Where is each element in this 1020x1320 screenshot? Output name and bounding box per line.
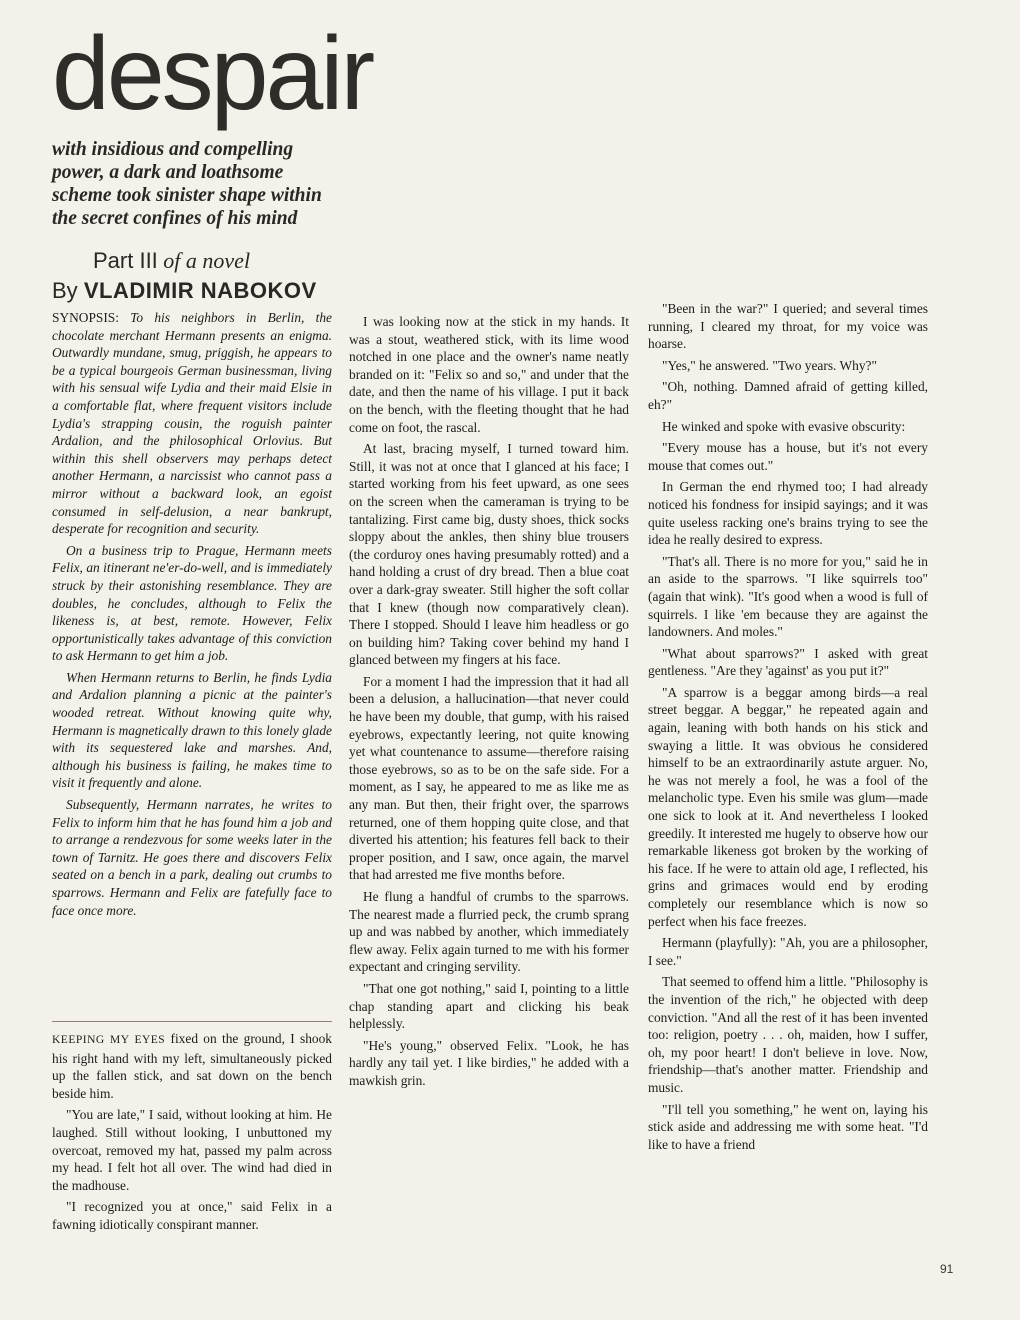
story-paragraph: He flung a handful of crumbs to the sparrows. The nearest made a flurried peck, the crumb sprang up and was nabbed by another, which immediately flew away. Felix again turned to me with his former expectant and cringing servility. <box>349 889 629 975</box>
synopsis-column <box>52 309 332 923</box>
story-paragraph: "That one got nothing," said I, pointing to a little chap standing apart and clicking his beak helplessly. <box>349 980 629 1032</box>
story-paragraph: "I recognized you at once," said Felix in a fawning idiotically conspirant manner. <box>52 1199 332 1232</box>
article-tagline: with insidious and compelling power, a dark and loathsome scheme took sinister shape within the secret confines of his mind <box>52 139 322 229</box>
story-paragraph: "A sparrow is a beggar among birds—a real street beggar. A beggar," he repeated again and again, leaning with both hands on his stick and swaying a little. It was obvious he considered himself to be an extraordinarily astute arguer. No, he was not merely a fool, he was a fool of the melancholic type. Even his smile was glum—made one sick to look at it. And nevertheless I looked greedily. It interested me hugely to observe how our remarkable likeness got broken by the working of his face. If he were to attain old age, I reflected, his grins and grimaces would end by eroding completely our resemblance which is now so perfect when his face freezes. <box>648 684 928 929</box>
story-paragraph: In German the end rhymed too; I had already noticed his fondness for insipid sayings; and it was quite useless racking one's brains trying to see the idea he really desired to express. <box>648 479 928 548</box>
story-paragraph <box>52 1030 332 1102</box>
story-paragraph: He winked and spoke with evasive obscurity: <box>662 418 906 434</box>
story-paragraph: I was looking now at the stick in my hands. It was a stout, weathered stick, with its lime wood notched in one place and the owner's name neatly branded on it: "Felix so and so," and under that the date, and then the name of his village. I put it back on the bench, with the fleeting thought that he had come on foot, the rascal. <box>349 314 629 435</box>
story-paragraph: "Yes," he answered. "Two years. Why?" <box>662 357 877 373</box>
story-paragraph: "That's all. There is no more for you," said he in an aside to the sparrows. "I like squirrels too" (again that wink). "It's good when a wood is full of squirrels. I like 'em because they are against the landowners. And moles." <box>648 553 928 640</box>
story-paragraph: "You are late," I said, without looking at him. He laughed. Still without looking, I unbuttoned my overcoat, removed my hat, passed my palm across my head. I felt hot all over. The wind had died in the madhouse. <box>52 1107 332 1193</box>
story-column-2 <box>349 313 629 1094</box>
author-name: VLADIMIR NABOKOV <box>83 278 317 303</box>
story-text: fixed on the ground, I shook his right hand with my left, simultaneously picked up the fallen stick, and sat down on the bench beside him. <box>52 1031 332 1101</box>
story-paragraph: Hermann (playfully): "Ah, you are a philosopher, I see." <box>648 935 928 968</box>
story-paragraph: At last, bracing myself, I turned toward him. Still, it was not at once that I glanced at his face; I started working from his feet upward, as one sees on the screen when the cameraman is trying to be tantalizing. First came big, dusty shoes, thick socks sloppy about the ankles, then shiny blue trousers (the corduroy ones having presumably rotted) and a hand holding a crust of dry bread. Then a blue coat over a dark-gray sweater. Still higher the soft collar that I knew (though now comparatively clean). There I stopped. Should I leave him headless or go on building him? Taking cover behind my hand I glanced between my fingers at his face. <box>349 441 629 668</box>
story-paragraph: That seemed to offend him a little. "Philosophy is the invention of the rich," he objected with deep conviction. "And all the rest of it has been invented too: religion, poetry . . . oh, maiden, how I suffer, oh, my poor heart! I don't believe in love. Now, friendship—that's another matter. Friendship and music. <box>648 974 928 1095</box>
part-number: Part III <box>93 248 158 273</box>
synopsis-text: To his neighbors in Berlin, the chocolate merchant Hermann presents an enigma. Outwardly mundane, smug, priggish, he appears to be a typical bourgeois German businessman, living with his sensual wife Lydia and their maid Elsie in a comfortable flat, where frequent visitors include Lydia's strapping cousin, the roguish painter Ardalion, and the philosophical Orlovius. But within this shell observers may perhaps detect another Hermann, a narcissist who cannot pass a mirror without a backward look, an egoist consumed in self-delusion, a near bankrupt, desperate for recognition and security. <box>52 310 332 537</box>
story-paragraph: For a moment I had the impression that it had all been a delusion, a hallucination—that never could he have been my double, that gump, with his raised eyebrows, expectantly leering, not quite knowing yet what countenance to assume—therefore raising those eyebrows, so as to be on the safe side. For a moment, as I say, he appeared to me as like me as any man. But then, their fright over, the sparrows returned, one of them hopping quite close, and that diverted his attention; his features fell back to their proper position, and I saw, once again, the marvel that had arrested me five months before. <box>349 673 629 883</box>
story-paragraph: "What about sparrows?" I asked with great gentleness. "Are they 'against' as you put it?" <box>648 645 928 679</box>
synopsis-paragraph: On a business trip to Prague, Hermann meets Felix, an itinerant ne'er-do-well, and is immediately struck by their astonishing resemblance. They are doubles, he concludes, although to Felix the likeness is, at best, remote. However, Felix opportunistically takes advantage of this conviction to ask Hermann to get him a job. <box>52 542 332 664</box>
synopsis-divider <box>52 1021 332 1022</box>
story-column-3 <box>648 300 928 1157</box>
story-paragraph: "Oh, nothing. Damned afraid of getting killed, eh?" <box>648 379 928 412</box>
synopsis-paragraph: Subsequently, Hermann narrates, he writes to Felix to inform him that he has found him a job and to arrange a rendezvous for some weeks later in the town of Tarnitz. He goes there and discovers Felix seated on a bench in a park, dealing out crumbs to sparrows. Hermann and Felix are fatefully face to face once more. <box>52 797 332 918</box>
synopsis-paragraph: When Hermann returns to Berlin, he finds Lydia and Ardalion planning a picnic at the painter's wooded retreat. Without knowing quite why, Hermann is magnetically drawn to this lonely glade with its sequestered lake and marshes. And, although his business is failing, he makes time to visit it frequently and alone. <box>52 669 332 791</box>
story-paragraph: "Been in the war?" I queried; and several times running, I cleared my throat, for my voice was hoarse. <box>648 301 928 352</box>
story-paragraph: "He's young," observed Felix. "Look, he has hardly any tail yet. I like birdies," he added with a mawkish grin. <box>349 1037 629 1088</box>
story-paragraph: "Every mouse has a house, but it's not every mouse that comes out." <box>648 440 928 473</box>
byline <box>52 276 317 306</box>
byline-by: By <box>52 278 78 303</box>
page-number: 91 <box>940 1262 954 1276</box>
synopsis-label: SYNOPSIS: <box>52 310 119 325</box>
part-of-novel: of a novel <box>163 248 251 273</box>
synopsis-paragraph <box>52 309 332 538</box>
story-column-1 <box>52 1030 332 1238</box>
part-heading <box>93 247 250 275</box>
article-title: despair <box>52 16 373 132</box>
story-paragraph: "I'll tell you something," he went on, laying his stick aside and addressing me with some heat. "I'd like to have a friend <box>648 1101 928 1152</box>
opening-small-caps: KEEPING MY EYES <box>52 1034 166 1046</box>
